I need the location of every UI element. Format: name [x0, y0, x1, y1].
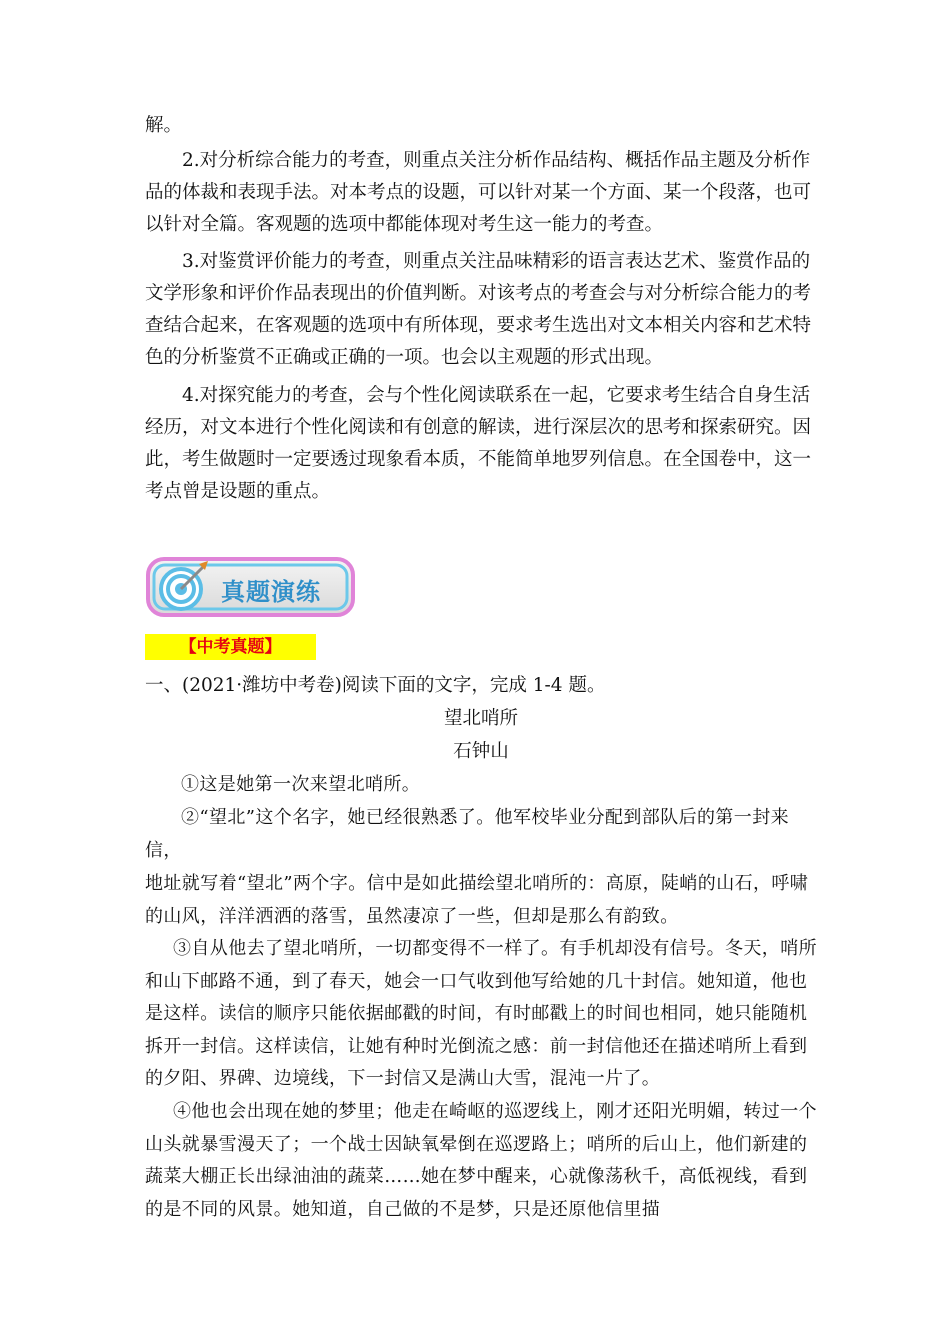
story-paragraph-3: ③自从他去了望北哨所，一切都变得不一样了。有手机却没有信号。冬天，哨所和山下邮路不通，到了春天，她会一口气收到他写给她的几十封信。她知道，他也是这样。读信的顺序只能依据邮戳的时间，有时邮戳上的时间也相同，她只能随机拆开一封信。这样读信，让她有种时光倒流之感：前一封信他还在描述哨所上看到的夕阳、界碑、边境线，下一封信又是满山大雪，混沌一片了。	[145, 938, 817, 1089]
intro-paragraph-4: 4.对探究能力的考查，会与个性化阅读联系在一起，它要求考生结合自身生活经历，对文本进行个性化阅读和有创意的解读，进行深层次的思考和探索研究。因此，考生做题时一定要透过现象看本质，不能简单地罗列信息。在全国卷中，这一考点曾是设题的重点。	[145, 385, 812, 502]
story-paragraph-4: ④他也会出现在她的梦里；他走在崎岖的巡逻线上，刚才还阳光明媚，转过一个山头就暴雪漫天了；一个战士因缺氧晕倒在巡逻路上；哨所的后山上，他们新建的蔬菜大棚正长出绿油油的蔬菜……她在梦中醒来，心就像荡秋千，高低视线，看到的是不同的风景。她知道，自己做的不是梦，只是还原他信里描	[145, 1101, 817, 1220]
banner-title: 真题演练	[221, 578, 321, 606]
intro-paragraph-2: 2.对分析综合能力的考查，则重点关注分析作品结构、概括作品主题及分析作品的体裁和表现手法。对本考点的设题，可以针对某一个方面、某一个段落，也可以针对全篇。客观题的选项中都能体现对考生这一能力的考查。	[145, 150, 812, 235]
story-title: 望北哨所	[443, 708, 518, 729]
section-banner	[145, 556, 357, 620]
story-author: 石钟山	[453, 741, 509, 762]
story-paragraph-2a: ②“望北”这个名字，她已经很熟悉了。他军校毕业分配到部队后的第一封来信，	[145, 807, 790, 861]
story-paragraph-1: ①这是她第一次来望北哨所。	[181, 774, 421, 795]
story-paragraph-2b: 地址就写着“望北”两个字。信中是如此描绘望北哨所的：高原，陡峭的山石，呼啸的山风，洋洋洒洒的落雪，虽然凄凉了一些，但却是那么有韵致。	[145, 873, 809, 927]
intro-continued-text: 解。	[145, 115, 183, 136]
question-prompt: 一、(2021·潍坊中考卷)阅读下面的文字，完成 1-4 题。	[145, 675, 606, 696]
intro-paragraph-3: 3.对鉴赏评价能力的考查，则重点关注品味精彩的语言表达艺术、鉴赏作品的文学形象和评价作品表现出的价值判断。对该考点的考查会与对分析综合能力的考查结合起来，在客观题的选项中有所体现，要求考生选出对文本相关内容和艺术特色的分析鉴赏不正确或正确的一项。也会以主观题的形式出现。	[145, 251, 812, 368]
exam-tag: 【中考真题】	[145, 634, 316, 660]
